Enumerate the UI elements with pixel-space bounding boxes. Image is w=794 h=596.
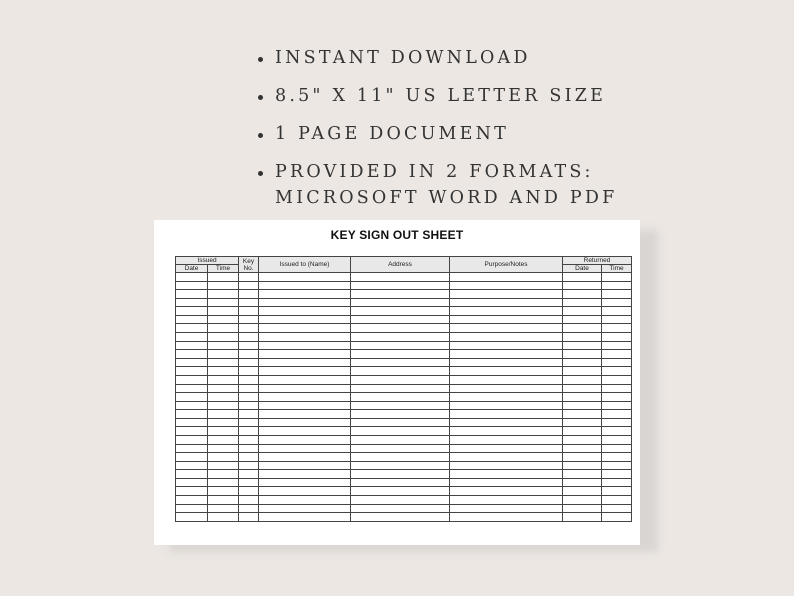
- table-cell: [259, 367, 351, 376]
- table-cell: [239, 478, 259, 487]
- table-cell: [176, 435, 208, 444]
- table-cell: [208, 324, 239, 333]
- table-cell: [602, 504, 632, 513]
- table-cell: [259, 496, 351, 505]
- table-cell: [351, 470, 450, 479]
- table-cell: [602, 487, 632, 496]
- table-cell: [450, 298, 563, 307]
- header-key-line-2: No.: [243, 264, 254, 272]
- table-cell: [450, 513, 563, 522]
- table-cell: [208, 461, 239, 470]
- table-cell: [259, 470, 351, 479]
- table-cell: [259, 487, 351, 496]
- table-cell: [239, 333, 259, 342]
- table-cell: [450, 358, 563, 367]
- table-cell: [208, 418, 239, 427]
- feature-item: [256, 160, 617, 186]
- table-cell: [351, 358, 450, 367]
- table-cell: [563, 504, 602, 513]
- table-cell: [176, 410, 208, 419]
- table-cell: [208, 307, 239, 316]
- table-cell: [208, 453, 239, 462]
- table-cell: [208, 487, 239, 496]
- table-cell: [176, 478, 208, 487]
- table-row: [176, 350, 632, 359]
- table-cell: [239, 427, 259, 436]
- table-cell: [208, 470, 239, 479]
- table-row: [176, 401, 632, 410]
- table-cell: [239, 350, 259, 359]
- table-cell: [563, 333, 602, 342]
- bullet-icon: [258, 171, 263, 176]
- table-cell: [450, 350, 563, 359]
- table-cell: [351, 453, 450, 462]
- table-cell: [176, 315, 208, 324]
- table-cell: [351, 307, 450, 316]
- table-cell: [450, 384, 563, 393]
- table-cell: [563, 496, 602, 505]
- table-cell: [351, 487, 450, 496]
- table-cell: [176, 504, 208, 513]
- table-cell: [351, 461, 450, 470]
- table-cell: [351, 418, 450, 427]
- table-cell: [176, 375, 208, 384]
- header-issued-time: Time: [208, 265, 239, 273]
- table-row: [176, 496, 632, 505]
- table-cell: [208, 298, 239, 307]
- table-cell: [450, 341, 563, 350]
- table-cell: [450, 453, 563, 462]
- table-cell: [239, 453, 259, 462]
- table-cell: [239, 393, 259, 402]
- table-cell: [176, 427, 208, 436]
- table-row: [176, 333, 632, 342]
- table-cell: [239, 307, 259, 316]
- table-cell: [563, 444, 602, 453]
- header-returned-time: Time: [602, 265, 632, 273]
- table-cell: [239, 496, 259, 505]
- table-row: [176, 315, 632, 324]
- table-cell: [450, 393, 563, 402]
- table-cell: [563, 393, 602, 402]
- table-cell: [351, 290, 450, 299]
- table-cell: [602, 401, 632, 410]
- table-cell: [602, 453, 632, 462]
- table-cell: [259, 410, 351, 419]
- table-cell: [602, 358, 632, 367]
- table-cell: [602, 350, 632, 359]
- table-cell: [450, 427, 563, 436]
- table-row: [176, 435, 632, 444]
- header-issued-to: Issued to (Name): [259, 257, 351, 273]
- table-cell: [176, 418, 208, 427]
- table-cell: [602, 384, 632, 393]
- table-row: [176, 393, 632, 402]
- table-cell: [563, 324, 602, 333]
- table-cell: [450, 281, 563, 290]
- table-row: [176, 358, 632, 367]
- table-cell: [208, 281, 239, 290]
- table-cell: [259, 290, 351, 299]
- table-cell: [351, 513, 450, 522]
- table-cell: [176, 307, 208, 316]
- table-cell: [602, 307, 632, 316]
- feature-list: [256, 46, 617, 211]
- table-cell: [563, 410, 602, 419]
- table-cell: [239, 444, 259, 453]
- table-cell: [208, 333, 239, 342]
- table-cell: [351, 444, 450, 453]
- table-cell: [351, 393, 450, 402]
- table-row: [176, 418, 632, 427]
- table-row: [176, 444, 632, 453]
- table-cell: [259, 298, 351, 307]
- table-cell: [602, 496, 632, 505]
- table-cell: [602, 298, 632, 307]
- table-cell: [239, 513, 259, 522]
- table-row: [176, 367, 632, 376]
- table-cell: [563, 470, 602, 479]
- table-cell: [208, 410, 239, 419]
- table-cell: [239, 461, 259, 470]
- header-issued: Issued: [176, 257, 239, 265]
- table-cell: [351, 324, 450, 333]
- table-cell: [208, 435, 239, 444]
- table-cell: [563, 367, 602, 376]
- feature-item-continued: [256, 186, 617, 212]
- table-cell: [602, 513, 632, 522]
- table-cell: [176, 470, 208, 479]
- feature-text: 8.5" X 11" US LETTER SIZE: [275, 86, 607, 106]
- table-cell: [208, 401, 239, 410]
- table-cell: [563, 418, 602, 427]
- header-address: Address: [351, 257, 450, 273]
- table-cell: [239, 273, 259, 282]
- table-cell: [239, 290, 259, 299]
- table-cell: [563, 281, 602, 290]
- table-cell: [176, 358, 208, 367]
- table-cell: [602, 393, 632, 402]
- table-row: [176, 273, 632, 282]
- table-cell: [259, 444, 351, 453]
- table-cell: [602, 375, 632, 384]
- table-cell: [602, 341, 632, 350]
- table-cell: [176, 324, 208, 333]
- table-cell: [351, 375, 450, 384]
- table-row: [176, 461, 632, 470]
- table-cell: [259, 418, 351, 427]
- header-returned-date: Date: [563, 265, 602, 273]
- feature-text: INSTANT DOWNLOAD: [275, 48, 531, 68]
- table-cell: [351, 350, 450, 359]
- table-cell: [176, 333, 208, 342]
- table-cell: [259, 307, 351, 316]
- table-cell: [176, 367, 208, 376]
- table-cell: [176, 444, 208, 453]
- table-cell: [351, 410, 450, 419]
- table-cell: [259, 453, 351, 462]
- feature-text: 1 PAGE DOCUMENT: [275, 124, 510, 144]
- table-cell: [208, 496, 239, 505]
- table-row: [176, 324, 632, 333]
- table-row: [176, 453, 632, 462]
- table-cell: [602, 324, 632, 333]
- table-row: [176, 487, 632, 496]
- table-cell: [563, 487, 602, 496]
- table-cell: [239, 418, 259, 427]
- table-cell: [239, 315, 259, 324]
- table-cell: [450, 410, 563, 419]
- table-cell: [208, 478, 239, 487]
- table-row: [176, 410, 632, 419]
- table-cell: [259, 324, 351, 333]
- table-cell: [563, 341, 602, 350]
- table-cell: [563, 384, 602, 393]
- table-cell: [602, 367, 632, 376]
- table-cell: [259, 478, 351, 487]
- table-cell: [450, 307, 563, 316]
- table-cell: [351, 367, 450, 376]
- table-cell: [239, 401, 259, 410]
- table-cell: [259, 504, 351, 513]
- table-cell: [208, 358, 239, 367]
- bullet-icon: [258, 95, 263, 100]
- table-cell: [602, 427, 632, 436]
- table-cell: [259, 461, 351, 470]
- table-cell: [208, 384, 239, 393]
- table-cell: [563, 401, 602, 410]
- table-cell: [450, 418, 563, 427]
- table-cell: [176, 341, 208, 350]
- table-cell: [259, 427, 351, 436]
- table-cell: [563, 273, 602, 282]
- table-cell: [208, 315, 239, 324]
- table-cell: [176, 461, 208, 470]
- table-row: [176, 504, 632, 513]
- table-cell: [208, 513, 239, 522]
- table-cell: [208, 273, 239, 282]
- table-cell: [450, 478, 563, 487]
- table-cell: [351, 435, 450, 444]
- feature-item: [256, 84, 617, 110]
- table-cell: [450, 487, 563, 496]
- bullet-icon: [258, 133, 263, 138]
- table-cell: [239, 487, 259, 496]
- table-cell: [259, 350, 351, 359]
- table-cell: [351, 401, 450, 410]
- table-cell: [239, 324, 259, 333]
- table-cell: [176, 273, 208, 282]
- table-row: [176, 384, 632, 393]
- header-purpose: Purpose/Notes: [450, 257, 563, 273]
- table-cell: [208, 504, 239, 513]
- table-cell: [602, 435, 632, 444]
- table-cell: [450, 273, 563, 282]
- table-cell: [450, 444, 563, 453]
- table-row: [176, 478, 632, 487]
- table-cell: [602, 290, 632, 299]
- table-row: [176, 341, 632, 350]
- table-cell: [563, 427, 602, 436]
- table-cell: [239, 358, 259, 367]
- table-cell: [602, 478, 632, 487]
- table-cell: [563, 307, 602, 316]
- table-cell: [563, 298, 602, 307]
- table-cell: [450, 324, 563, 333]
- table-cell: [563, 453, 602, 462]
- table-cell: [563, 358, 602, 367]
- table-cell: [563, 461, 602, 470]
- table-cell: [208, 393, 239, 402]
- header-returned: Returned: [563, 257, 632, 265]
- table-cell: [176, 487, 208, 496]
- table-cell: [563, 375, 602, 384]
- table-cell: [259, 358, 351, 367]
- sign-out-table: [175, 256, 632, 522]
- table-cell: [176, 384, 208, 393]
- table-cell: [602, 273, 632, 282]
- table-cell: [563, 478, 602, 487]
- table-cell: [208, 341, 239, 350]
- table-cell: [450, 401, 563, 410]
- table-row: [176, 427, 632, 436]
- header-key-line-1: Key: [242, 257, 255, 265]
- table-cell: [208, 427, 239, 436]
- table-cell: [176, 290, 208, 299]
- table-cell: [351, 341, 450, 350]
- table-cell: [259, 375, 351, 384]
- table-cell: [259, 315, 351, 324]
- table-cell: [176, 298, 208, 307]
- table-cell: [602, 461, 632, 470]
- document-preview: [154, 220, 640, 545]
- table-cell: [450, 470, 563, 479]
- table-cell: [351, 273, 450, 282]
- table-cell: [450, 496, 563, 505]
- table-cell: [176, 281, 208, 290]
- table-cell: [259, 281, 351, 290]
- table-cell: [351, 496, 450, 505]
- table-cell: [239, 298, 259, 307]
- table-cell: [208, 444, 239, 453]
- feature-text: PROVIDED IN 2 FORMATS:: [275, 162, 594, 182]
- table-cell: [239, 410, 259, 419]
- feature-text: MICROSOFT WORD AND PDF: [275, 187, 618, 208]
- table-cell: [259, 384, 351, 393]
- table-cell: [176, 350, 208, 359]
- table-cell: [563, 315, 602, 324]
- table-cell: [450, 375, 563, 384]
- table-cell: [208, 367, 239, 376]
- table-row: [176, 298, 632, 307]
- table-body: [176, 273, 632, 522]
- table-cell: [208, 375, 239, 384]
- table-cell: [208, 350, 239, 359]
- table-cell: [602, 333, 632, 342]
- table-cell: [259, 401, 351, 410]
- table-cell: [176, 393, 208, 402]
- table-cell: [563, 513, 602, 522]
- table-cell: [450, 367, 563, 376]
- table-cell: [176, 513, 208, 522]
- header-issued-date: Date: [176, 265, 208, 273]
- table-cell: [602, 315, 632, 324]
- table-cell: [259, 273, 351, 282]
- table-cell: [602, 281, 632, 290]
- table-cell: [259, 333, 351, 342]
- header-key-no: [239, 257, 259, 273]
- table-cell: [176, 453, 208, 462]
- table-cell: [239, 367, 259, 376]
- table-cell: [450, 461, 563, 470]
- table-cell: [450, 504, 563, 513]
- table-cell: [450, 333, 563, 342]
- table-cell: [259, 341, 351, 350]
- table-cell: [351, 427, 450, 436]
- table-cell: [602, 410, 632, 419]
- feature-item: [256, 46, 617, 72]
- table-row: [176, 281, 632, 290]
- table-row: [176, 307, 632, 316]
- table-cell: [450, 315, 563, 324]
- table-cell: [259, 393, 351, 402]
- table-cell: [351, 478, 450, 487]
- table-cell: [351, 298, 450, 307]
- table-cell: [563, 290, 602, 299]
- table-cell: [602, 418, 632, 427]
- table-cell: [208, 290, 239, 299]
- table-cell: [563, 350, 602, 359]
- table-cell: [351, 333, 450, 342]
- table-cell: [563, 435, 602, 444]
- feature-item: [256, 122, 617, 148]
- table-row: [176, 470, 632, 479]
- table-cell: [602, 444, 632, 453]
- table-cell: [351, 384, 450, 393]
- table-cell: [239, 435, 259, 444]
- table-cell: [239, 375, 259, 384]
- table-cell: [351, 281, 450, 290]
- table-cell: [176, 496, 208, 505]
- table-row: [176, 375, 632, 384]
- table-cell: [351, 315, 450, 324]
- bullet-icon: [258, 57, 263, 62]
- table-cell: [239, 504, 259, 513]
- table-row: [176, 290, 632, 299]
- table-cell: [450, 435, 563, 444]
- table-cell: [239, 470, 259, 479]
- table-cell: [259, 513, 351, 522]
- table-cell: [351, 504, 450, 513]
- table-cell: [239, 341, 259, 350]
- table-row: [176, 513, 632, 522]
- table-cell: [602, 470, 632, 479]
- table-cell: [239, 384, 259, 393]
- table-cell: [176, 401, 208, 410]
- table-cell: [239, 281, 259, 290]
- table-cell: [259, 435, 351, 444]
- sheet-title: KEY SIGN OUT SHEET: [330, 228, 464, 242]
- table-cell: [450, 290, 563, 299]
